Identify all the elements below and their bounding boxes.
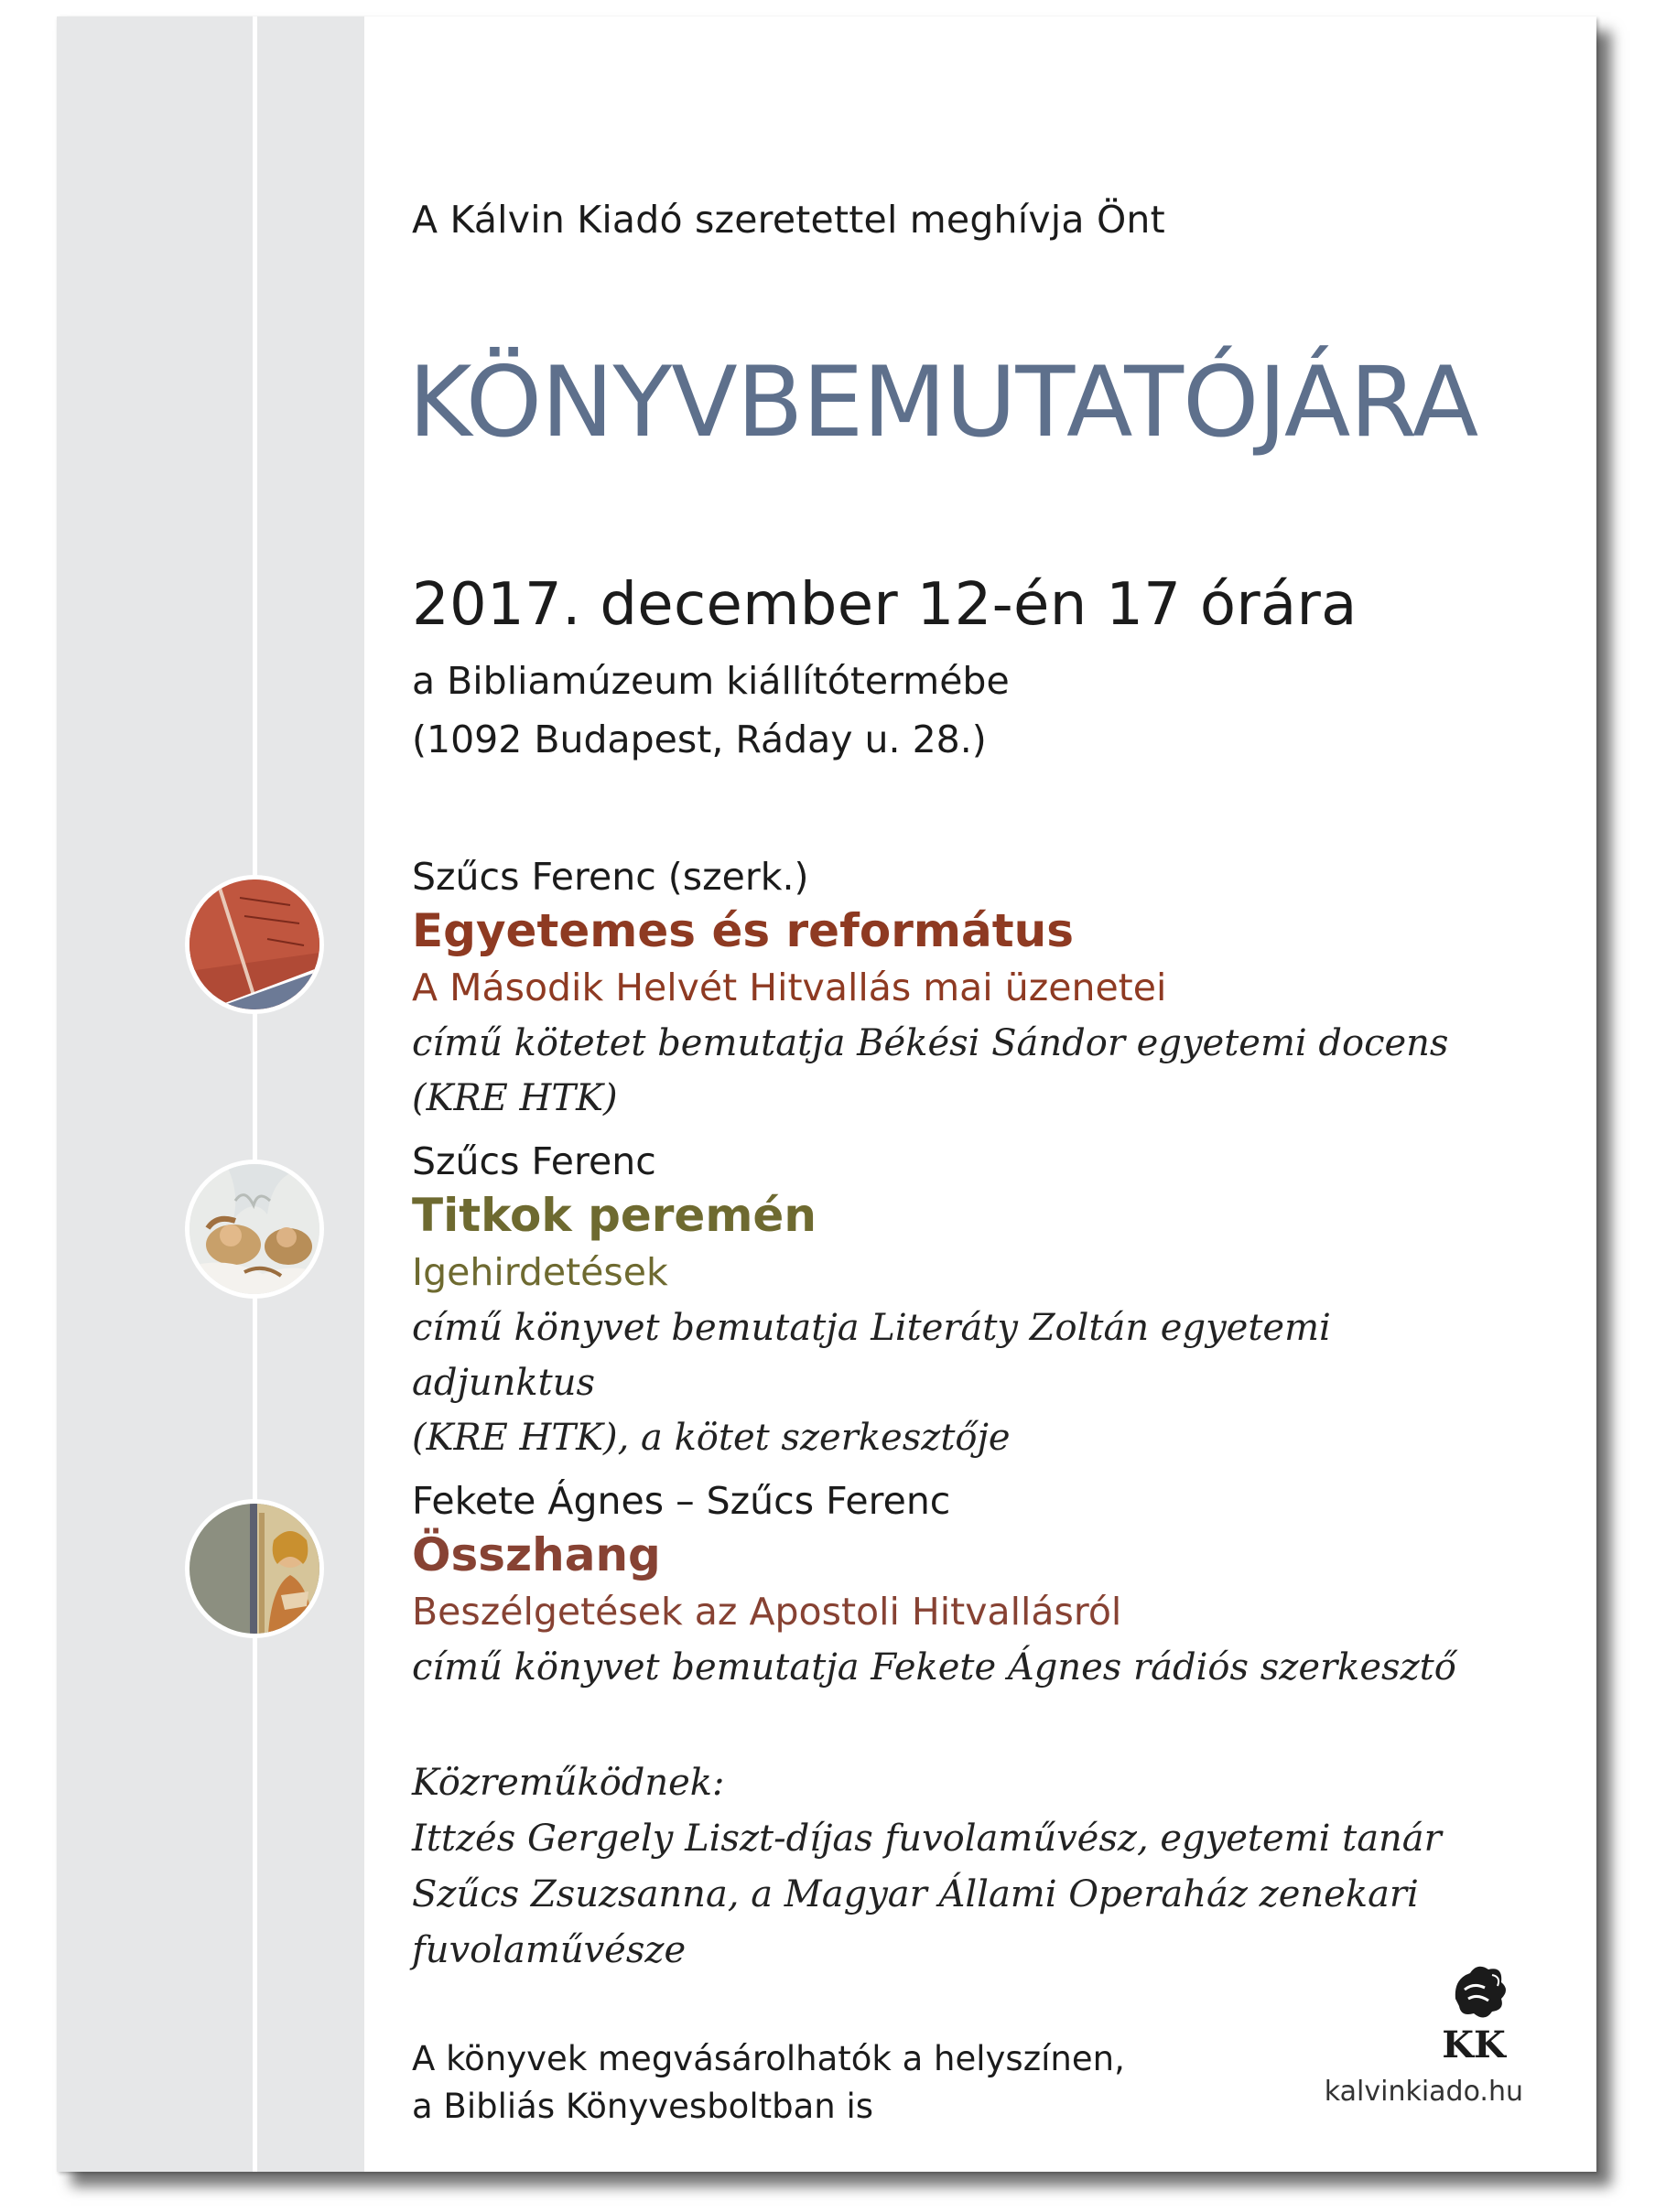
- venue-address: (1092 Budapest, Ráday u. 28.): [412, 718, 987, 761]
- website-link[interactable]: kalvinkiado.hu: [1324, 2076, 1523, 2108]
- book-cover-egyetemes-icon: [185, 875, 324, 1014]
- kalvin-kiado-lion-logo-icon: [1437, 1962, 1510, 2063]
- performer-line: Ittzés Gergely Liszt-díjas fuvolaművész, egyetemi tanár: [412, 1818, 1442, 1860]
- book-cover-titkok-icon: [185, 1160, 324, 1299]
- logo-letters: KK: [1442, 2023, 1506, 2063]
- book-title: Egyetemes és református: [412, 904, 1074, 957]
- book-author: Szűcs Ferenc: [412, 1139, 656, 1183]
- book-presenter: című könyvet bemutatja Fekete Ágnes rádiós szerkesztő: [412, 1646, 1456, 1689]
- book-author: Szűcs Ferenc (szerk.): [412, 855, 809, 899]
- book-presenter: (KRE HTK), a kötet szerkesztője: [412, 1417, 1011, 1459]
- headline-title: KÖNYVBEMUTATÓJÁRA: [408, 346, 1478, 459]
- book-title: Titkok peremén: [412, 1189, 817, 1242]
- event-date: 2017. december 12-én 17 órára: [412, 571, 1358, 639]
- purchase-note: [412, 2035, 1125, 2131]
- purchase-line: a Bibliás Könyvesboltban is: [412, 2087, 874, 2126]
- book-title: Összhang: [412, 1528, 661, 1581]
- invitation-page: [57, 16, 1596, 2172]
- venue-name: a Bibliamúzeum kiállítótermébe: [412, 659, 1010, 703]
- performers-heading: Közreműködnek:: [412, 1762, 725, 1804]
- book-cover-osszhang-icon: [185, 1499, 324, 1638]
- book-presenter: című könyvet bemutatja Literáty Zoltán egyetemi adjunktus: [412, 1307, 1331, 1404]
- book-presenter: című kötetet bemutatja Békési Sándor egyetemi docens (KRE HTK): [412, 1022, 1449, 1119]
- book-subtitle: A Második Helvét Hitvallás mai üzenetei: [412, 966, 1167, 1009]
- book-entry: [412, 851, 1523, 1126]
- event-venue: [412, 652, 1010, 769]
- book-subtitle: Beszélgetések az Apostoli Hitvallásról: [412, 1590, 1122, 1634]
- invitation-intro: A Kálvin Kiadó szeretettel meghívja Önt: [412, 198, 1165, 242]
- left-sidebar-band: [57, 16, 364, 2172]
- book-entry: [412, 1136, 1523, 1465]
- book-entry: [412, 1475, 1456, 1695]
- book-subtitle: Igehirdetések: [412, 1250, 668, 1294]
- sidebar-vertical-rule: [253, 16, 257, 2172]
- performers-block: [412, 1755, 1523, 1979]
- performer-line: Szűcs Zsuzsanna, a Magyar Állami Operaház zenekari fuvolaművésze: [412, 1873, 1419, 1971]
- book-author: Fekete Ágnes – Szűcs Ferenc: [412, 1479, 951, 1523]
- purchase-line: A könyvek megvásárolhatók a helyszínen,: [412, 2039, 1125, 2078]
